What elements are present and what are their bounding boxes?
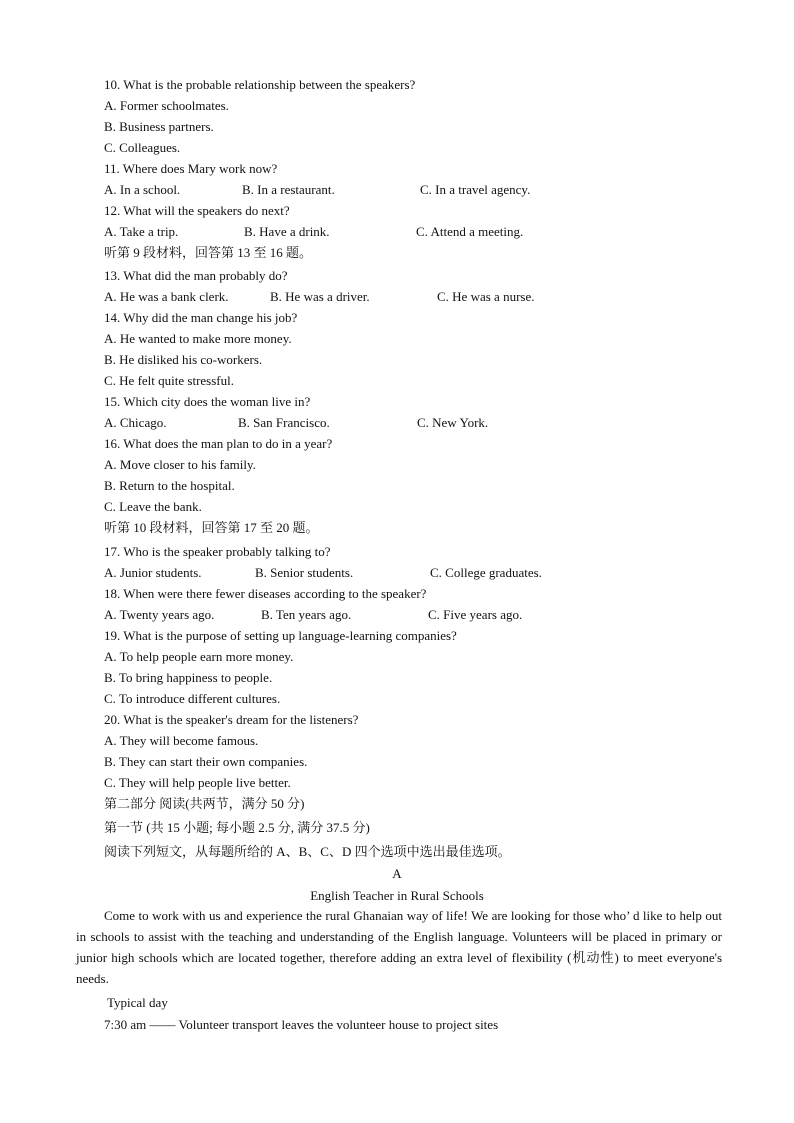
question-19-option-c: C. To introduce different cultures.: [104, 691, 281, 706]
question-11-stem: 11. Where does Mary work now?: [104, 161, 278, 176]
passage-paragraph-1: [76, 905, 722, 989]
question-20-option-a: A. They will become famous.: [104, 733, 259, 748]
question-15-stem: 15. Which city does the woman live in?: [104, 394, 311, 409]
passage-title: English Teacher in Rural Schools: [310, 888, 484, 903]
question-17-stem: 17. Who is the speaker probably talking to?: [104, 544, 331, 559]
section-10-instruction: 听第 10 段材料，回答第 17 至 20 题。: [104, 520, 319, 535]
typical-day-heading: Typical day: [107, 995, 168, 1010]
reading-instruction: 阅读下列短文，从每题所给的 A、B、C、D 四个选项中选出最佳选项。: [104, 844, 511, 859]
question-18-option-c: C. Five years ago.: [428, 607, 523, 622]
question-10-stem: 10. What is the probable relationship between the speakers?: [104, 77, 416, 92]
question-13-options: [104, 289, 764, 305]
question-14-option-b: B. He disliked his co-workers.: [104, 352, 263, 367]
part-two-title: 第二部分 阅读(共两节，满分 50 分): [104, 796, 305, 811]
question-17-option-a: A. Junior students.: [104, 565, 202, 580]
question-16-stem: 16. What does the man plan to do in a year?: [104, 436, 333, 451]
question-12-option-b: B. Have a drink.: [244, 224, 330, 239]
question-14-option-c: C. He felt quite stressful.: [104, 373, 234, 388]
question-20-option-c: C. They will help people live better.: [104, 775, 291, 790]
question-11-options: [104, 182, 764, 198]
question-15-option-c: C. New York.: [417, 415, 489, 430]
question-14-option-a: A. He wanted to make more money.: [104, 331, 292, 346]
question-15-options: [104, 415, 764, 431]
question-15-option-a: A. Chicago.: [104, 415, 167, 430]
question-17-option-b: B. Senior students.: [255, 565, 354, 580]
question-18-option-a: A. Twenty years ago.: [104, 607, 215, 622]
question-13-option-c: C. He was a nurse.: [437, 289, 535, 304]
question-17-options: [104, 565, 764, 581]
question-11-option-a: A. In a school.: [104, 182, 181, 197]
question-16-option-a: A. Move closer to his family.: [104, 457, 256, 472]
question-12-stem: 12. What will the speakers do next?: [104, 203, 290, 218]
question-10-option-a: A. Former schoolmates.: [104, 98, 229, 113]
question-10-option-c: C. Colleagues.: [104, 140, 181, 155]
question-15-option-b: B. San Francisco.: [238, 415, 330, 430]
question-18-option-b: B. Ten years ago.: [261, 607, 352, 622]
question-18-stem: 18. When were there fewer diseases according to the speaker?: [104, 586, 427, 601]
section-one-title: 第一节 (共 15 小题; 每小题 2.5 分, 满分 37.5 分): [104, 820, 370, 835]
question-14-stem: 14. Why did the man change his job?: [104, 310, 298, 325]
passage-letter: A: [392, 866, 402, 881]
question-13-option-b: B. He was a driver.: [270, 289, 370, 304]
question-17-option-c: C. College graduates.: [430, 565, 542, 580]
question-12-option-a: A. Take a trip.: [104, 224, 179, 239]
question-19-option-a: A. To help people earn more money.: [104, 649, 294, 664]
question-20-stem: 20. What is the speaker's dream for the listeners?: [104, 712, 359, 727]
question-13-stem: 13. What did the man probably do?: [104, 268, 288, 283]
schedule-item-1: 7:30 am —— Volunteer transport leaves the volunteer house to project sites: [104, 1017, 499, 1032]
question-19-stem: 19. What is the purpose of setting up language-learning companies?: [104, 628, 457, 643]
question-11-option-c: C. In a travel agency.: [420, 182, 531, 197]
passage-paragraph-1-text: Come to work with us and experience the rural Ghanaian way of life! We are looking for those who’ d like to help out in schools to assist with the teaching and understanding of the English language. Volunteers will be placed in primary or junior high schools which are located together, therefore adding an extra level of flexibility (机动性) to meet everyone's needs.: [76, 908, 722, 986]
question-16-option-b: B. Return to the hospital.: [104, 478, 235, 493]
question-20-option-b: B. They can start their own companies.: [104, 754, 308, 769]
question-10-option-b: B. Business partners.: [104, 119, 214, 134]
question-16-option-c: C. Leave the bank.: [104, 499, 202, 514]
section-9-instruction: 听第 9 段材料，回答第 13 至 16 题。: [104, 245, 313, 260]
question-11-option-b: B. In a restaurant.: [242, 182, 335, 197]
question-12-option-c: C. Attend a meeting.: [416, 224, 524, 239]
question-12-options: [104, 224, 764, 240]
question-19-option-b: B. To bring happiness to people.: [104, 670, 273, 685]
question-18-options: [104, 607, 764, 623]
question-13-option-a: A. He was a bank clerk.: [104, 289, 229, 304]
